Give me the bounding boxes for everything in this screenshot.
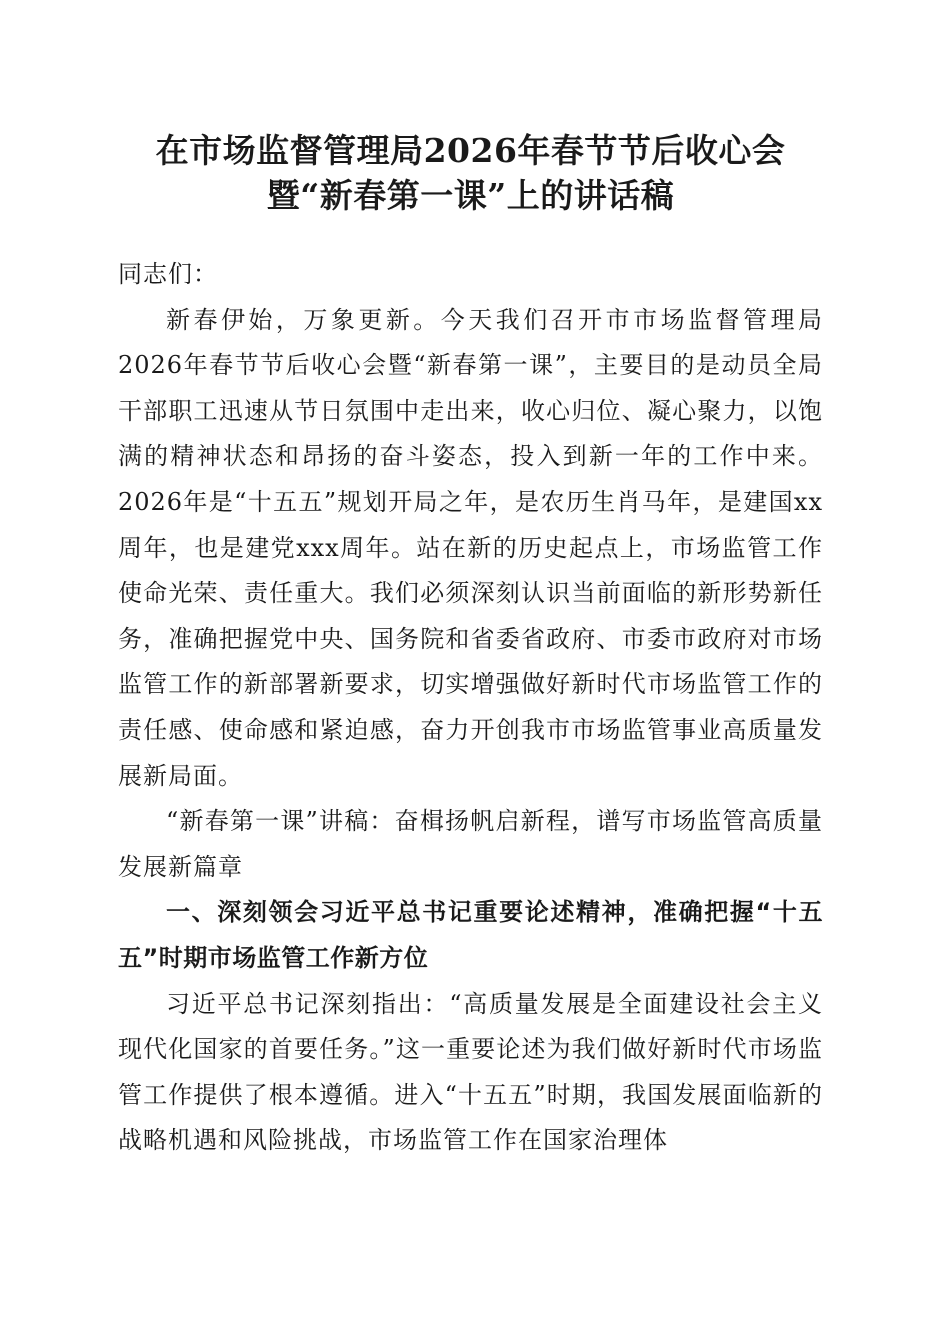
section-heading: 一、深刻领会习近平总书记重要论述精神，准确把握“十五五”时期市场监管工作新方位 [118, 898, 823, 972]
salutation: 同志们： [118, 260, 218, 288]
intro-paragraph: 新春伊始，万象更新。今天我们召开市市场监督管理局2026年春节节后收心会暨“新春第一课”，主要目的是动员全局干部职工迅速从节日氛围中走出来，收心归位、凝心聚力，以饱满的精神状态和昂扬的奋斗姿态，投入到新一年的工作中来。2026年是“十五五”规划开局之年，是农历生肖马年，是建国xx周年，也是建党xxx周年。站在新的历史起点上，市场监管工作使命光荣、责任重大。我们必须深刻认识当前面临的新形势新任务，准确把握党中央、国务院和省委省政府、市委市政府对市场监管工作的新部署新要求，切实增强做好新时代市场监管工作的责任感、使命感和紧迫感，奋力开创我市市场监管事业高质量发展新局面。 [118, 305, 823, 790]
title-line-2: 暨“新春第一课”上的讲话稿 [266, 176, 675, 215]
document-title [118, 128, 823, 218]
document-page [118, 128, 823, 1164]
lecture-subtitle-paragraph: “新春第一课”讲稿：奋楫扬帆启新程，谱写市场监管高质量发展新篇章 [118, 807, 823, 881]
title-line-1: 在市场监督管理局2026年春节节后收心会 [155, 131, 786, 170]
section-paragraph: 习近平总书记深刻指出：“高质量发展是全面建设社会主义现代化国家的首要任务。”这一重要论述为我们做好新时代市场监管工作提供了根本遵循。进入“十五五”时期，我国发展面临新的战略机遇和风险挑战，市场监管工作在国家治理体 [118, 989, 823, 1155]
